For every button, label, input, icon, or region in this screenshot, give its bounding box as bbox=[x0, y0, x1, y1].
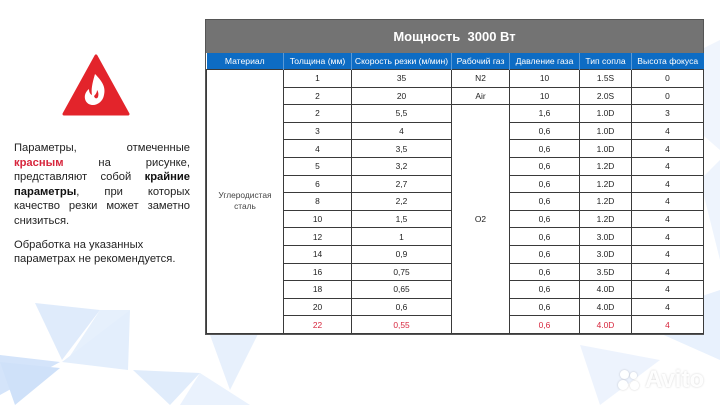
avito-text: Avito bbox=[645, 366, 705, 393]
col-header-thickness: Толщина (мм) bbox=[284, 53, 352, 70]
pressure-cell: 0,6 bbox=[510, 122, 580, 140]
pressure-cell: 0,6 bbox=[510, 298, 580, 316]
pressure-cell: 0,6 bbox=[510, 193, 580, 211]
nozzle-cell: 1.2D bbox=[580, 210, 632, 228]
table-row bbox=[207, 70, 704, 88]
speed-cell: 20 bbox=[352, 87, 452, 105]
thickness-cell: 4 bbox=[284, 140, 352, 158]
nozzle-cell: 1.2D bbox=[580, 193, 632, 211]
thickness-cell: 22 bbox=[284, 316, 352, 334]
nozzle-cell: 1.0D bbox=[580, 140, 632, 158]
speed-cell: 1 bbox=[352, 228, 452, 246]
speed-cell: 0,75 bbox=[352, 263, 452, 281]
thickness-cell: 16 bbox=[284, 263, 352, 281]
thickness-cell: 18 bbox=[284, 281, 352, 299]
speed-cell: 0,65 bbox=[352, 281, 452, 299]
thickness-cell: 6 bbox=[284, 175, 352, 193]
fire-warning-icon bbox=[62, 54, 130, 116]
col-header-speed: Скорость резки (м/мин) bbox=[352, 53, 452, 70]
pressure-cell: 0,6 bbox=[510, 140, 580, 158]
focus-cell: 4 bbox=[632, 175, 704, 193]
nozzle-cell: 4.0D bbox=[580, 298, 632, 316]
pressure-cell: 0,6 bbox=[510, 245, 580, 263]
material-cell: Углеродистая сталь bbox=[207, 70, 284, 334]
focus-cell: 4 bbox=[632, 263, 704, 281]
speed-cell: 3,5 bbox=[352, 140, 452, 158]
thickness-cell: 8 bbox=[284, 193, 352, 211]
focus-cell: 4 bbox=[632, 140, 704, 158]
nozzle-cell: 1.2D bbox=[580, 157, 632, 175]
nozzle-cell: 4.0D bbox=[580, 281, 632, 299]
pressure-cell: 0,6 bbox=[510, 210, 580, 228]
focus-cell: 4 bbox=[632, 245, 704, 263]
thickness-cell: 2 bbox=[284, 105, 352, 123]
pressure-cell: 0,6 bbox=[510, 228, 580, 246]
focus-cell: 3 bbox=[632, 105, 704, 123]
thickness-cell: 3 bbox=[284, 122, 352, 140]
table-title: Мощность 3000 Вт bbox=[206, 20, 703, 53]
nozzle-cell: 2.0S bbox=[580, 87, 632, 105]
speed-cell: 35 bbox=[352, 70, 452, 88]
thickness-cell: 2 bbox=[284, 87, 352, 105]
nozzle-cell: 4.0D bbox=[580, 316, 632, 334]
focus-cell: 4 bbox=[632, 193, 704, 211]
pressure-cell: 0,6 bbox=[510, 281, 580, 299]
focus-cell: 4 bbox=[632, 298, 704, 316]
thickness-cell: 1 bbox=[284, 70, 352, 88]
table-header-row bbox=[207, 53, 704, 70]
gas-cell: Air bbox=[452, 87, 510, 105]
speed-cell: 3,2 bbox=[352, 157, 452, 175]
thickness-cell: 14 bbox=[284, 245, 352, 263]
nozzle-cell: 3.5D bbox=[580, 263, 632, 281]
speed-cell: 5,5 bbox=[352, 105, 452, 123]
speed-cell: 0,6 bbox=[352, 298, 452, 316]
pressure-cell: 0,6 bbox=[510, 263, 580, 281]
speed-cell: 1,5 bbox=[352, 210, 452, 228]
speed-cell: 4 bbox=[352, 122, 452, 140]
focus-cell: 0 bbox=[632, 87, 704, 105]
col-header-nozzle: Тип сопла bbox=[580, 53, 632, 70]
col-header-pressure: Давление газа bbox=[510, 53, 580, 70]
avito-watermark bbox=[618, 366, 704, 394]
speed-cell: 0,55 bbox=[352, 316, 452, 334]
cutting-parameters-table bbox=[205, 19, 704, 335]
speed-cell: 2,7 bbox=[352, 175, 452, 193]
focus-cell: 4 bbox=[632, 281, 704, 299]
nozzle-cell: 1.2D bbox=[580, 175, 632, 193]
nozzle-cell: 1.0D bbox=[580, 122, 632, 140]
thickness-cell: 12 bbox=[284, 228, 352, 246]
focus-cell: 4 bbox=[632, 122, 704, 140]
focus-cell: 4 bbox=[632, 210, 704, 228]
nozzle-cell: 1.0D bbox=[580, 105, 632, 123]
focus-cell: 4 bbox=[632, 316, 704, 334]
pressure-cell: 1,6 bbox=[510, 105, 580, 123]
thickness-cell: 20 bbox=[284, 298, 352, 316]
warning-note bbox=[14, 141, 190, 276]
focus-cell: 0 bbox=[632, 70, 704, 88]
pressure-cell: 0,6 bbox=[510, 157, 580, 175]
col-header-material: Материал bbox=[207, 53, 284, 70]
gas-cell-merged: O2 bbox=[452, 105, 510, 334]
nozzle-cell: 3.0D bbox=[580, 245, 632, 263]
nozzle-cell: 1.5S bbox=[580, 70, 632, 88]
col-header-gas: Рабочий газ bbox=[452, 53, 510, 70]
focus-cell: 4 bbox=[632, 228, 704, 246]
avito-logo-icon bbox=[618, 369, 642, 391]
note-paragraph-2: Обработка на указанных параметрах не рекомендуется. bbox=[14, 238, 176, 266]
pressure-cell: 0,6 bbox=[510, 316, 580, 334]
gas-cell: N2 bbox=[452, 70, 510, 88]
red-highlight: красным bbox=[14, 156, 64, 169]
focus-cell: 4 bbox=[632, 157, 704, 175]
col-header-focus: Высота фокуса bbox=[632, 53, 704, 70]
pressure-cell: 10 bbox=[510, 70, 580, 88]
speed-cell: 2,2 bbox=[352, 193, 452, 211]
pressure-cell: 10 bbox=[510, 87, 580, 105]
note-paragraph-1: Параметры, отмеченные красным на рисунке, представляют собой крайние параметры, при которых качество резки может заметно снизиться. bbox=[14, 142, 190, 227]
bold-highlight: крайние параметры bbox=[14, 171, 190, 198]
speed-cell: 0,9 bbox=[352, 245, 452, 263]
nozzle-cell: 3.0D bbox=[580, 228, 632, 246]
thickness-cell: 5 bbox=[284, 157, 352, 175]
thickness-cell: 10 bbox=[284, 210, 352, 228]
pressure-cell: 0,6 bbox=[510, 175, 580, 193]
